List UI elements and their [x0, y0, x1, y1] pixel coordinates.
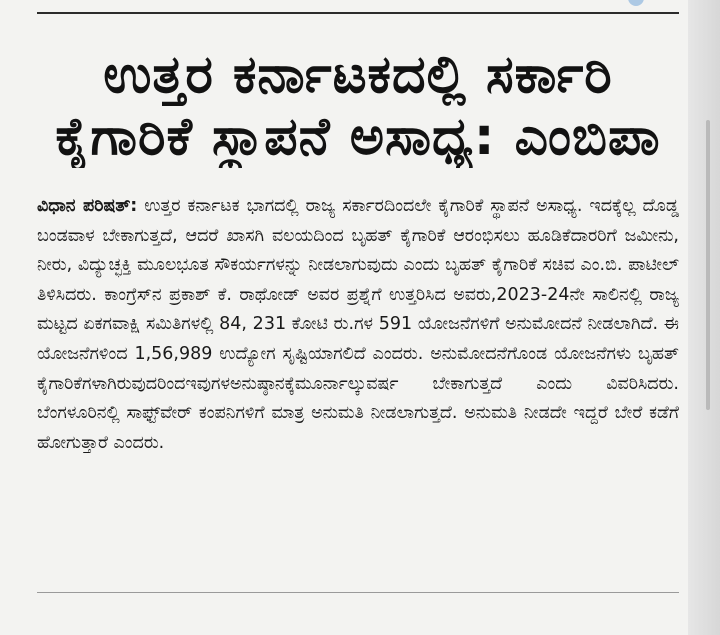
top-rule [37, 12, 679, 14]
article-headline [37, 44, 679, 168]
bottom-rule [37, 592, 679, 593]
corner-mark-icon [628, 0, 644, 6]
headline-line-1: ಉತ್ತರ ಕರ್ನಾಟಕದಲ್ಲಿ ಸರ್ಕಾರಿ [103, 45, 613, 105]
scrollbar[interactable] [706, 120, 710, 410]
article-body [37, 192, 679, 458]
article-body-text: ಉತ್ತರ ಕರ್ನಾಟಕ ಭಾಗದಲ್ಲಿ ರಾಜ್ಯ ಸರ್ಕಾರದಿಂದಲೇ ಕೈಗಾರಿಕೆ ಸ್ಥಾಪನೆ ಅಸಾಧ್ಯ. ಇದಕ್ಕೆಲ್ಲ ದೊಡ್ಡ ಬಂಡವಾಳ ಬೇಕಾಗುತ್ತದೆ, ಆದರೆ ಖಾಸಗಿ ವಲಯದಿಂದ ಬೃಹತ್ ಕೈಗಾರಿಕೆ ಆರಂಭಿಸಲು ಹೂಡಿಕೆದಾರರಿಗೆ ಜಮೀನು, ನೀರು, ವಿದ್ಯುಚ್ಛಕ್ತಿ ಮೂಲಭೂತ ಸೌಕರ್ಯಗಳನ್ನು ನೀಡಲಾಗುವುದು ಎಂದು ಬೃಹತ್ ಕೈಗಾರಿಕೆ ಸಚಿವ ಎಂ.ಬಿ. ಪಾಟೀಲ್ ತಿಳಿಸಿದರು. ಕಾಂಗ್ರೆಸ್‌ನ ಪ್ರಕಾಶ್ ಕೆ. ರಾಥೋಡ್ ಅವರ ಪ್ರಶ್ನೆಗೆ ಉತ್ತರಿಸಿದ ಅವರು,2023-24ನೇ ಸಾಲಿನಲ್ಲಿ ರಾಜ್ಯ ಮಟ್ಟದ ಏಕಗವಾಕ್ಷಿ ಸಮಿತಿಗಳಲ್ಲಿ 84, 231 ಕೋಟಿ ರು.ಗಳ 591 ಯೋಜನೆಗಳಿಗೆ ಅನುಮೋದನೆ ನೀಡಲಾಗಿದೆ. ಈ ಯೋಜನೆಗಳಿಂದ 1,56,989 ಉದ್ಯೋಗ ಸೃಷ್ಟಿಯಾಗಲಿದೆ ಎಂದರು. ಅನುಮೋದನೆಗೊಂಡ ಯೋಜನೆಗಳು ಬೃಹತ್ ಕೈಗಾರಿಕೆಗಳಾಗಿರುವುದರಿಂದಇವುಗಳಅನುಷ್ಠಾನಕ್ಕೆಮೂರ್ನಾಲ್ಕುವರ್ಷ ಬೇಕಾಗುತ್ತದೆ ಎಂದು ವಿವರಿಸಿದರು. ಬೆಂಗಳೂರಿನಲ್ಲಿ ಸಾಫ್ಟ್‌ವೇರ್ ಕಂಪನಿಗಳಿಗೆ ಮಾತ್ರ ಅನುಮತಿ ನೀಡಲಾಗುತ್ತದೆ. ಅನುಮತಿ ನೀಡದೇ ಇದ್ದರೆ ಬೇರೆ ಕಡೆಗೆ ಹೋಗುತ್ತಾರೆ ಎಂದರು. [37, 196, 679, 453]
headline-line-2: ಕೈಗಾರಿಕೆ ಸ್ಥಾಪನೆ ಅಸಾಧ್ಯ: ಎಂಬಿಪಾ [55, 107, 661, 167]
screen-edge [688, 0, 720, 635]
article-dateline: ವಿಧಾನ ಪರಿಷತ್: [37, 196, 138, 216]
